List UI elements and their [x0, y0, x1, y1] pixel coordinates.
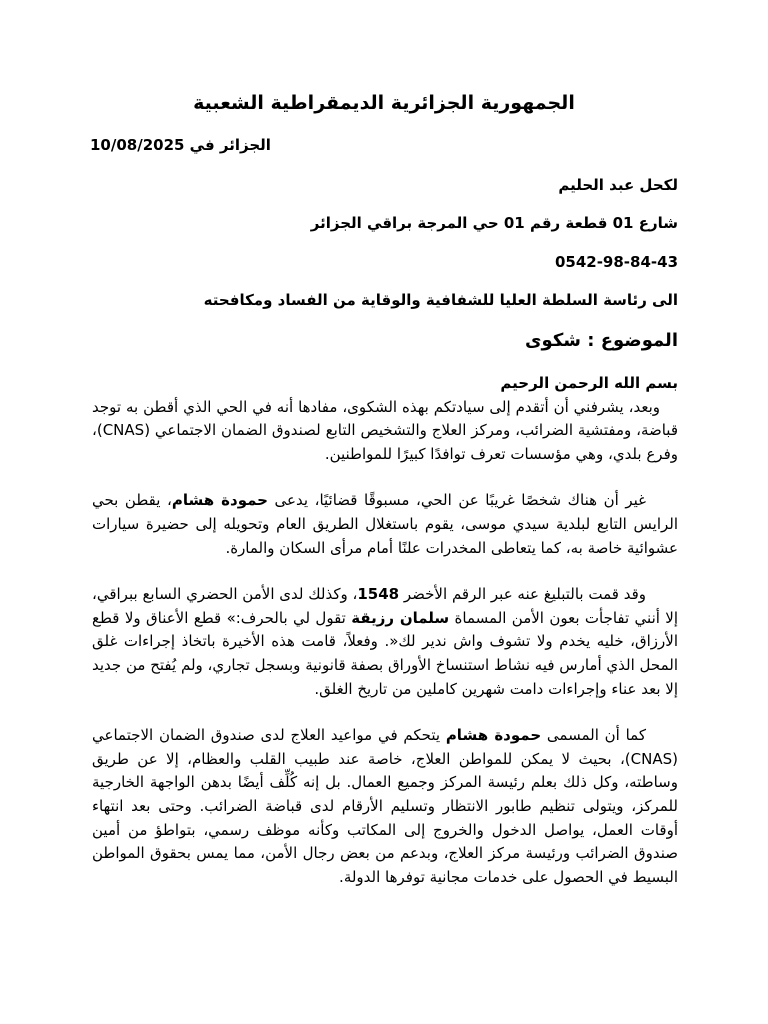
paragraph-3-text-c: تقول لي بالحرف:» قطع الأعناق ولا قطع الأرزاق، خليه يخدم ولا تشوف واش ندير لك«. وفعلاً، قامت هذه الأخيرة باتخاذ إجراءات غلق المحل الذي أمارس فيه نشاط استنساخ الأوراق بصفة قانونية وبسجل تجاري، ولم يُفتح من جديد إلا بعد عناء وإجراءات دامت شهرين كاملين من تاريخ الغلق.	[92, 608, 678, 698]
letter-body	[92, 372, 678, 889]
document-title: الجمهورية الجزائرية الديمقراطية الشعبية	[193, 92, 575, 114]
paragraph-2	[92, 489, 678, 560]
paragraph-2-text-a: غير أن هناك شخصًا غريبًا عن الحي، مسبوقًا قضائيًا، يدعى	[267, 491, 646, 510]
paragraph-4	[92, 724, 678, 889]
green-number: 1548	[357, 585, 400, 604]
paragraph-1: وبعد، يشرفني أن أتقدم إلى سيادتكم بهذه الشكوى، مفادها أنه في الحي الذي أقطن به توجد قباضة، ومفتشية الضرائب، ومركز العلاج والتشخيص التابع لصندوق الضمان الاجتماعي (CNAS)، وفرع بلدي، وهي مؤسسات تعرف توافدًا كبيرًا للمواطنين.	[92, 397, 678, 463]
subject-line: الموضوع : شكوى	[525, 330, 678, 351]
recipient-line: الى رئاسة السلطة العليا للشفافية والوقاية من الفساد ومكافحته	[203, 291, 678, 309]
sender-name: لكحل عبد الحليم	[558, 176, 678, 194]
person-name-hamouda-2: حمودة هشام	[445, 726, 542, 745]
paragraph-3-text-a: وقد قمت بالتبليغ عنه عبر الرقم الأخضر	[399, 585, 647, 604]
basmala-greeting: بسم الله الرحمن الرحيم	[500, 374, 678, 392]
paragraph-4-text-b: يتحكم في مواعيد العلاج لدى صندوق الضمان الاجتماعي (CNAS)، بحيث لا يمكن للمواطن العلاج، خاصة عند طبيب القلب والعظام، إلا عن طريق وساطته، وكل ذلك بعلم رئيسة المركز وجميع العمال. بل إنه كُلِّف أيضًا بدهن الواجهة الخارجية للمركز، ويتولى تنظيم طابور الانتظار وتسليم الأرقام لدى قباضة الضرائب. وحتى بعد انتهاء أوقات العمل، يواصل الدخول والخروج إلى المكاتب وكأنه موظف رسمي، بتواطؤ من أمين صندوق الضرائب ورئيسة مركز العلاج، وبدعم من بعض رجال الأمن، مما يمس بحقوق المواطن البسيط في الحصول على خدمات مجانية توفرها الدولة.	[92, 726, 678, 886]
paragraph-3-text-b: ، وكذلك لدى الأمن الحضري السابع ببراقي، إلا أنني تفاجأت بعون الأمن المسماة	[92, 585, 678, 627]
sender-phone: 0542-98-84-43	[554, 253, 678, 271]
paragraph-3	[92, 583, 678, 701]
person-name-hamouda: حمودة هشام	[171, 491, 268, 510]
date-line: الجزائر في 10/08/2025	[90, 136, 271, 154]
sender-address: شارع 01 قطعة رقم 01 حي المرجة براقي الجزائر	[310, 214, 678, 232]
paragraph-2-text-b: ، يقطن بحي الرايس التابع لبلدية سيدي موسى، يقوم باستغلال الطريق العام وتحويله إلى حضيرة سيارات عشوائية خاصة به، كما يتعاطى المخدرات علنًا أمام مرأى السكان والمارة.	[92, 491, 678, 557]
person-name-salmane: سلمان رزيقة	[351, 608, 450, 627]
paragraph-4-text-a: كما أن المسمى	[541, 726, 646, 745]
